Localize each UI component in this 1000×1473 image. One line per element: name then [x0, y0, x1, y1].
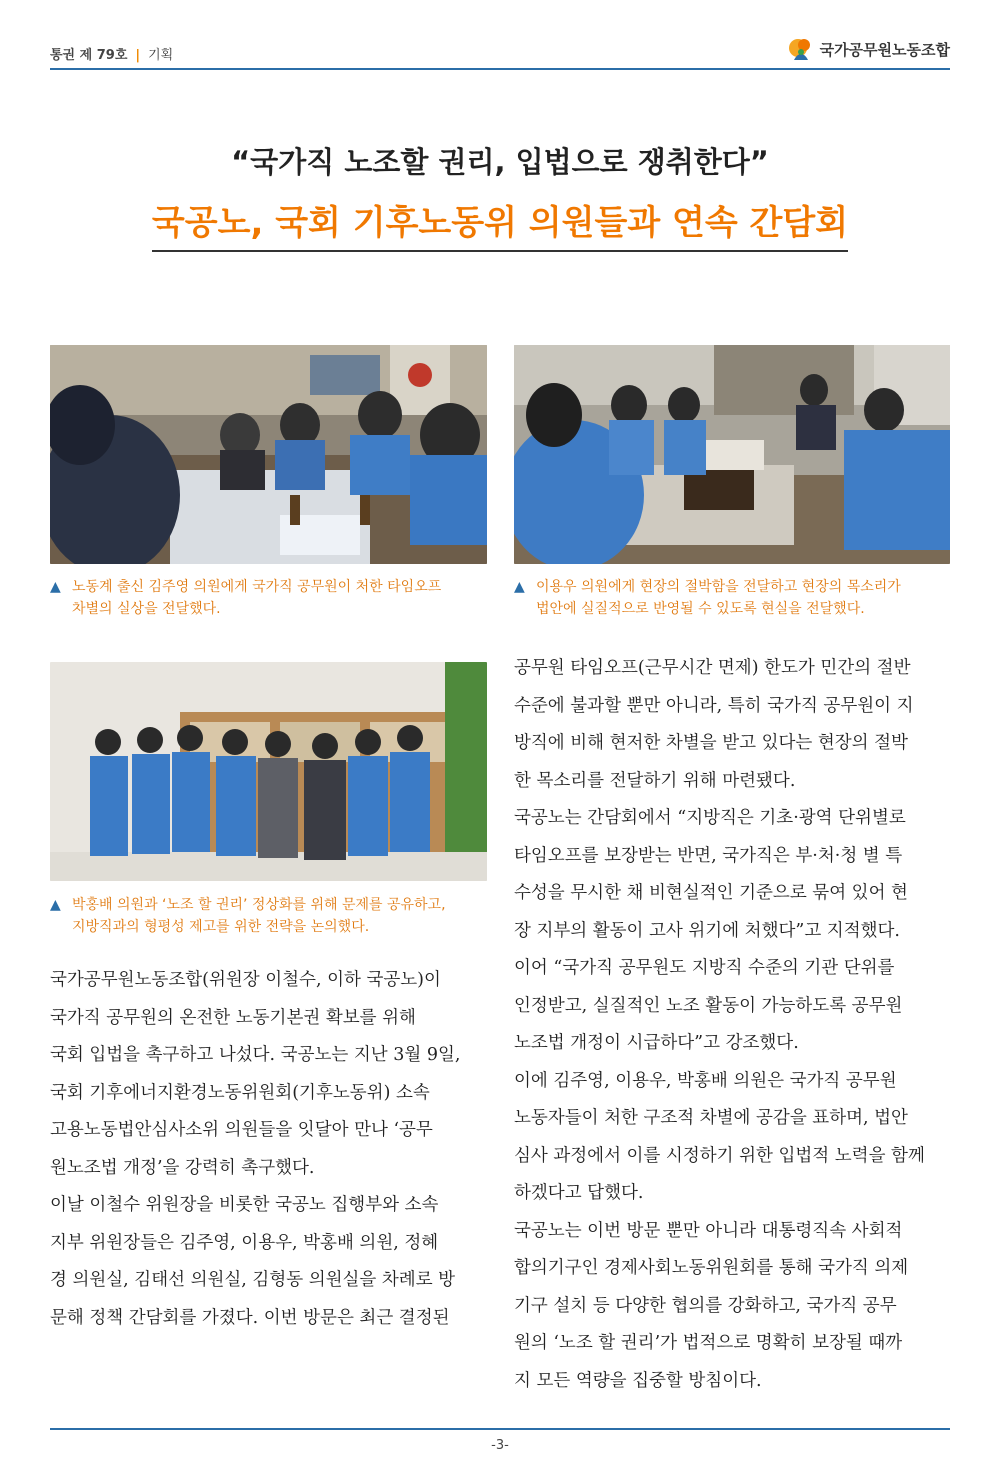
caption-line: 노동계 출신 김주영 의원에게 국가직 공무원이 처한 타임오프 [72, 579, 442, 595]
org-name: 국가공무원노동조합 [819, 40, 950, 59]
body-line: 지 모든 역량을 집중할 방침이다. [514, 1370, 762, 1391]
article-main-title-text: 국공노, 국회 기후노동위 의원들과 연속 간담회 [152, 195, 848, 252]
union-logo-icon [788, 36, 814, 62]
body-line: 경 의원실, 김태선 의원실, 김형동 의원실을 차례로 방 [50, 1270, 456, 1290]
meeting-photo-2 [514, 345, 950, 564]
body-line: 고용노동법안심사소위 의원들을 잇달아 만나 ‘공무 [50, 1120, 433, 1140]
body-line: 국가공무원노동조합(위원장 이철수, 이하 국공노)이 [50, 970, 441, 990]
photo-caption-2 [514, 576, 950, 620]
caption-line: 법안에 실질적으로 반영될 수 있도록 현실을 전달했다. [536, 601, 865, 617]
issue-header [50, 44, 173, 63]
body-line: 이어 “국가직 공무원도 지방직 수준의 기관 단위를 [514, 958, 895, 978]
body-line: 공무원 타임오프(근무시간 면제) 한도가 민간의 절반 [514, 658, 911, 678]
caption-marker: ▲ [50, 579, 61, 595]
body-line: 하겠다고 답했다. [514, 1183, 644, 1203]
body-line: 방직에 비해 현저한 차별을 받고 있다는 현장의 절박 [514, 733, 908, 753]
meeting-photo-1-image [50, 345, 487, 564]
header-separator: | [135, 48, 141, 63]
caption-line: 지방직과의 형평성 제고를 위한 전략을 논의했다. [72, 919, 370, 935]
body-line: 이날 이철수 위원장을 비롯한 국공노 집행부와 소속 [50, 1195, 439, 1215]
body-line: 기구 설치 등 다양한 협의를 강화하고, 국가직 공무 [514, 1295, 897, 1316]
meeting-photo-1 [50, 345, 487, 564]
body-line: 노동자들이 처한 구조적 차별에 공감을 표하며, 법안 [514, 1108, 908, 1128]
page-number: -3- [491, 1438, 509, 1453]
body-line: 국공노는 간담회에서 “지방직은 기초·광역 단위별로 [514, 808, 906, 828]
body-line: 국공노는 이번 방문 뿐만 아니라 대통령직속 사회적 [514, 1220, 903, 1241]
body-line: 심사 과정에서 이를 시정하기 위한 입법적 노력을 함께 [514, 1145, 925, 1166]
header-divider [50, 68, 950, 70]
caption-line: 이용우 의원에게 현장의 절박함을 전달하고 현장의 목소리가 [536, 579, 901, 595]
body-column-left [50, 962, 487, 1337]
group-photo-image [50, 662, 487, 881]
group-photo [50, 662, 487, 881]
footer-divider [50, 1428, 950, 1430]
body-line: 국회 기후에너지환경노동위원회(기후노동위) 소속 [50, 1082, 430, 1103]
body-line: 한 목소리를 전달하기 위해 마련됐다. [514, 770, 796, 791]
union-logo [788, 36, 950, 62]
body-column-right [514, 650, 950, 1400]
body-line: 지부 위원장들은 김주영, 이용우, 박홍배 의원, 정혜 [50, 1232, 439, 1253]
section-label: 기획 [148, 48, 174, 63]
body-line: 수준에 불과할 뿐만 아니라, 특히 국가직 공무원이 지 [514, 695, 914, 716]
caption-marker: ▲ [50, 897, 61, 913]
caption-line: 박홍배 의원과 ‘노조 할 권리’ 정상화를 위해 문제를 공유하고, [72, 897, 446, 913]
article-quote-title: “국가직 노조할 권리, 입법으로 쟁취한다” [231, 145, 769, 179]
issue-number: 통권 제 79호 [50, 48, 128, 63]
body-line: 장 지부의 활동이 고사 위기에 처했다”고 지적했다. [514, 920, 900, 941]
body-line: 원의 ‘노조 할 권리’가 법적으로 명확히 보장될 때까 [514, 1333, 903, 1353]
body-line: 수성을 무시한 채 비현실적인 기준으로 묶여 있어 현 [514, 883, 908, 903]
body-line: 문해 정책 간담회를 가졌다. 이번 방문은 최근 결정된 [50, 1307, 450, 1328]
meeting-photo-2-image [514, 345, 950, 564]
body-line: 타임오프를 보장받는 반면, 국가직은 부·처·청 별 특 [514, 845, 903, 866]
photo-caption-3 [50, 894, 490, 938]
body-line: 국회 입법을 촉구하고 나섰다. 국공노는 지난 3월 9일, [50, 1045, 461, 1065]
body-line: 이에 김주영, 이용우, 박홍배 의원은 국가직 공무원 [514, 1070, 897, 1091]
caption-line: 차별의 실상을 전달했다. [72, 601, 221, 617]
body-line: 합의기구인 경제사회노동위원회를 통해 국가직 의제 [514, 1258, 909, 1278]
body-line: 국가직 공무원의 온전한 노동기본권 확보를 위해 [50, 1007, 416, 1028]
body-line: 원노조법 개정’을 강력히 촉구했다. [50, 1157, 315, 1178]
caption-marker: ▲ [514, 579, 525, 595]
body-line: 노조법 개정이 시급하다”고 강조했다. [514, 1033, 799, 1053]
photo-caption-1 [50, 576, 490, 620]
article-main-title [0, 195, 1000, 252]
body-line: 인정받고, 실질적인 노조 활동이 가능하도록 공무원 [514, 995, 903, 1016]
